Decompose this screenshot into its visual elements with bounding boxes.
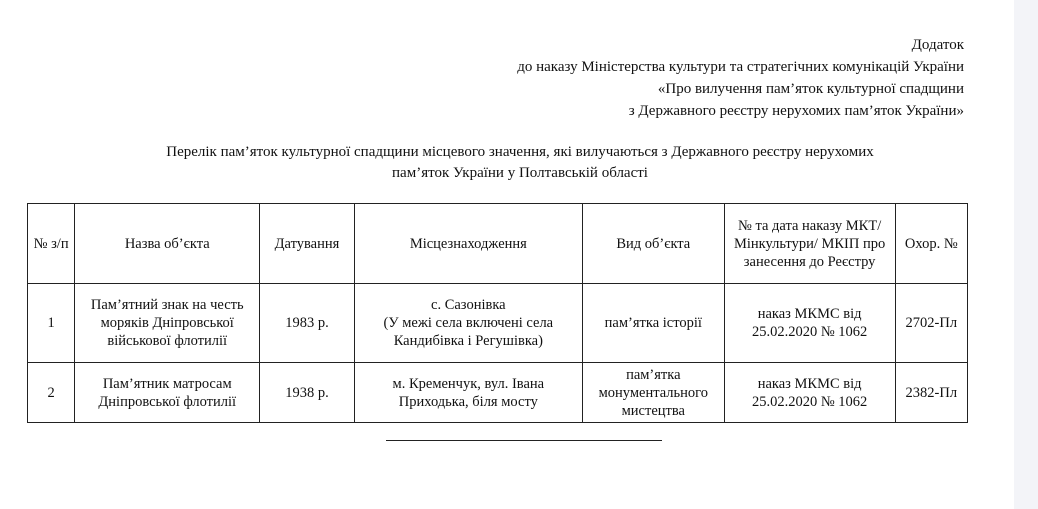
table-header-row [28,204,968,284]
cell-protection: 2702-Пл [895,284,967,363]
cell-type: пам’ятка монументального мистецтва [582,363,724,423]
appendix-order-ref: до наказу Міністерства культури та стратегічних комунікацій України [517,59,964,75]
cell-location [354,284,582,363]
appendix-order-title-cont: з Державного реєстру нерухомих пам’яток України» [628,103,964,119]
header-name: Назва об’єкта [75,204,260,284]
cell-date: 1983 р. [260,284,355,363]
cell-location [354,363,582,423]
header-location: Місцезнаходження [354,204,582,284]
cell-name: Пам’ятник матросам Дніпровської флотилії [75,363,260,423]
cell-num: 1 [28,284,75,363]
monuments-table [27,203,968,423]
cell-order: наказ МКМС від 25.02.2020 № 1062 [724,284,895,363]
table-row [28,284,968,363]
side-panel-strip [1014,0,1038,509]
document-title [60,142,980,184]
cell-location-line-1: м. Кременчук, вул. Івана Приходька, біля мосту [392,375,545,410]
cell-location-line-2: (У межі села включені села Кандибівка і Регушівка) [383,315,554,349]
document-title-line-2: пам’яток України у Полтавській області [392,165,648,181]
cell-type: пам’ятка історії [582,284,724,363]
appendix-label: Додаток [911,37,964,53]
header-type: Вид об’єкта [582,204,724,284]
header-protection: Охор. № [895,204,967,284]
appendix-header [517,34,964,122]
appendix-order-title: «Про вилучення пам’яток культурної спадщини [657,81,964,97]
cell-location-line-1: с. Сазонівка [431,297,506,313]
cell-protection: 2382-Пл [895,363,967,423]
cell-num: 2 [28,363,75,423]
table-row [28,363,968,423]
cell-name: Пам’ятний знак на честь моряків Дніпровської військової флотилії [75,284,260,363]
closing-line [386,440,662,441]
header-order: № та дата наказу МКТ/Мінкультури/ МКІП про занесення до Реєстру [724,204,895,284]
document-title-line-1: Перелік пам’яток культурної спадщини місцевого значення, які вилучаються з Державного реєстру нерухомих [166,144,874,160]
cell-date: 1938 р. [260,363,355,423]
header-date: Датування [260,204,355,284]
header-num: № з/п [28,204,75,284]
cell-order: наказ МКМС від 25.02.2020 № 1062 [724,363,895,423]
